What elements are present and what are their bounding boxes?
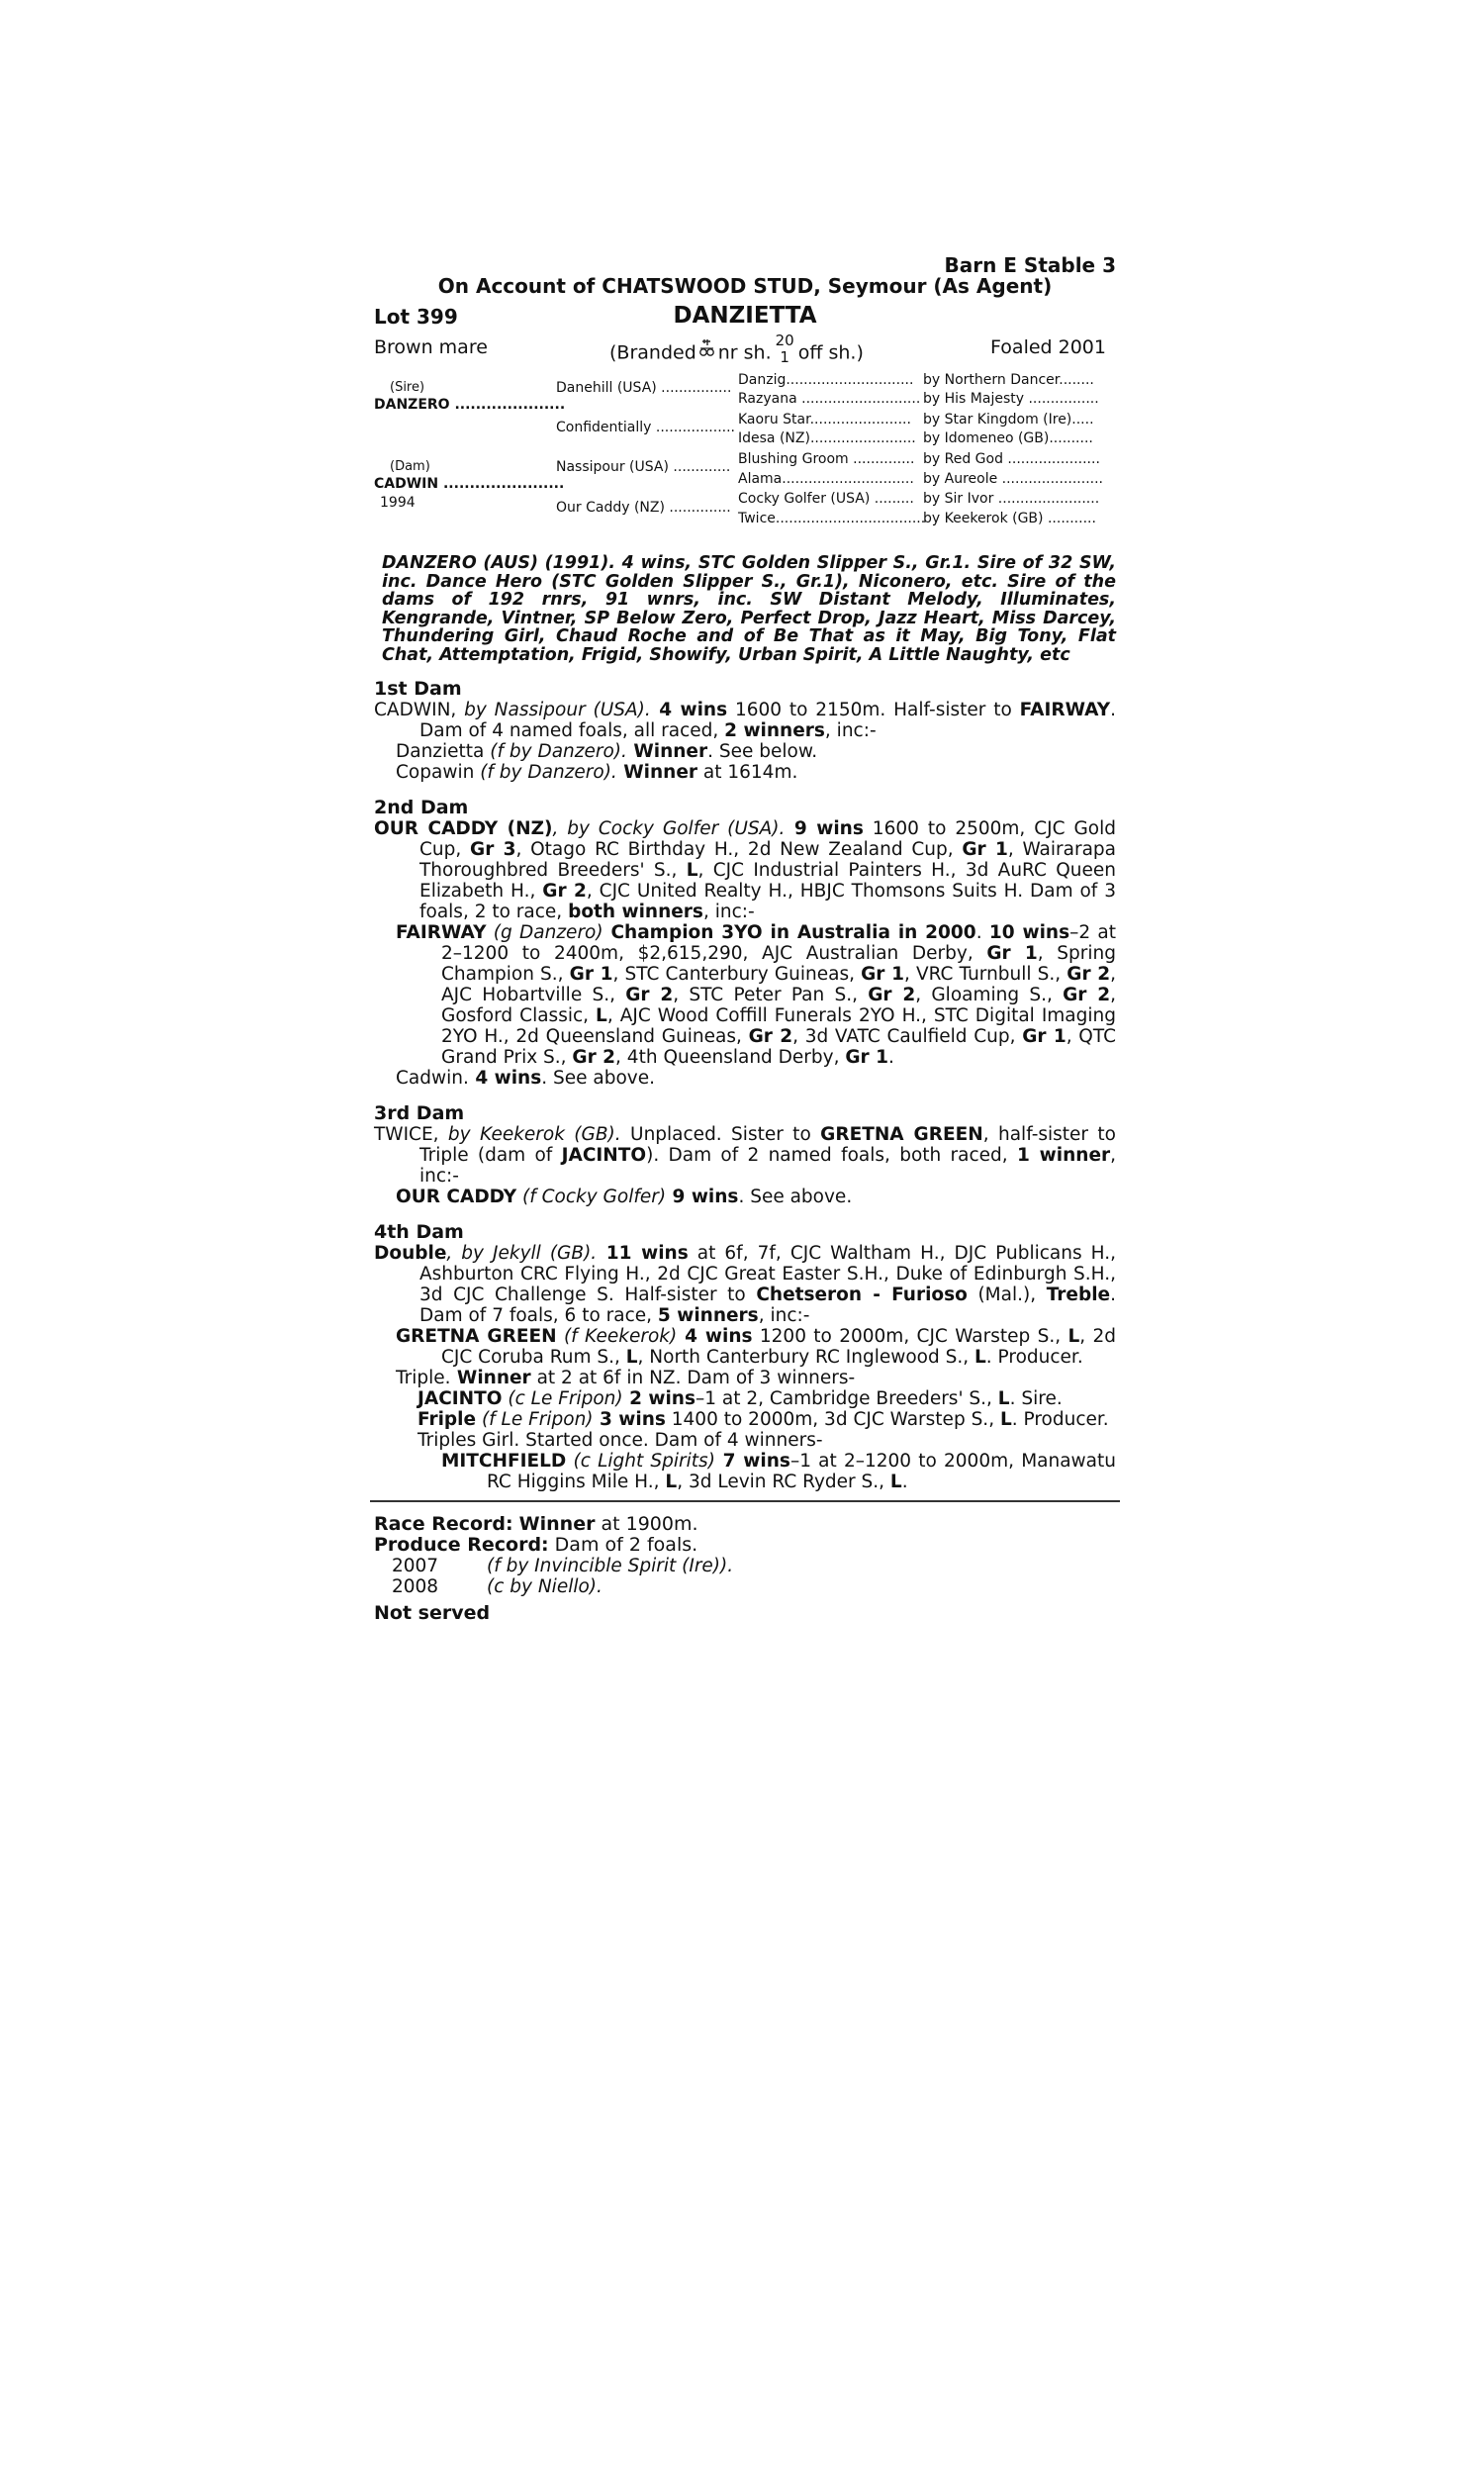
sire-label: (Sire) [390, 380, 425, 395]
colour-sex: Brown mare [374, 336, 488, 358]
produce-copawin: Copawin (f by Danzero). Winner at 1614m. [396, 762, 798, 783]
pedigree-dd: Our Caddy (NZ) .............. [556, 500, 731, 516]
brand-info: (Branded nr sh. 20 1 off sh.) [609, 332, 864, 366]
not-served: Not served [374, 1602, 491, 1624]
dam-name: CADWIN ....................... [374, 476, 565, 492]
dam-label: (Dam) [390, 459, 430, 474]
dam-foaled-year: 1994 [380, 495, 416, 511]
pedigree-sss: Danzig............................. [738, 372, 914, 388]
produce-danzietta: Danzietta (f by Danzero). Winner. See below. [396, 741, 818, 762]
pedigree-table [374, 370, 1116, 548]
catalogue-page [374, 253, 1116, 1624]
dam4-double: Double, by Jekyll (GB). 11 wins at 6f, 7f, CJC Waltham H., DJC Publicans H., Ashburton CRC Flying H., 2d CJC Great Easter S.H., Duke of Edinburgh S.H., 3d CJC Challenge S. Half-sister to Chetseron - Furioso (Mal.), Treble. Dam of 7 foals, 6 to race, 5 winners, inc:- [374, 1243, 1116, 1326]
produce-jacinto: JACINTO (c Le Fripon) 2 wins–1 at 2, Cambridge Breeders' S., L. Sire. [417, 1388, 1063, 1409]
foaled-year: Foaled 2001 [990, 336, 1106, 358]
pedigree-ssd-by: by His Majesty ................ [923, 391, 1099, 407]
produce-triple: Triple. Winner at 2 at 6f in NZ. Dam of 3 winners- [396, 1368, 856, 1388]
produce-triples-girl: Triples Girl. Started once. Dam of 4 winners- [417, 1430, 823, 1451]
divider [370, 1500, 1120, 1502]
produce-cadwin: Cadwin. 4 wins. See above. [396, 1068, 656, 1089]
dam3-twice: TWICE, by Keekerok (GB). Unplaced. Sister to GRETNA GREEN, half-sister to Triple (dam of JACINTO). Dam of 2 named foals, both raced, 1 winner, inc:- [374, 1124, 1117, 1187]
pedigree-sds: Kaoru Star....................... [738, 412, 911, 428]
pedigree-ds: Nassipour (USA) ............. [556, 459, 731, 475]
dam2-our-caddy: OUR CADDY (NZ), by Cocky Golfer (USA). 9 wins 1600 to 2500m, CJC Gold Cup, Gr 3, Otago RC Birthday H., 2d New Zealand Cup, Gr 1, Wairarapa Thoroughbred Breeders' S., L, CJC Industrial Painters H., 3d AuRC Queen Elizabeth H., Gr 2, CJC United Realty H., HBJC Thomsons Suits H. Dam of 3 foals, 2 to race, both winners, inc:- [374, 818, 1117, 922]
produce-friple: Friple (f Le Fripon) 3 wins 1400 to 2000m, 3d CJC Warstep S., L. Producer. [417, 1409, 1109, 1430]
sire-name: DANZERO ..................... [374, 397, 566, 413]
pedigree-sd: Confidentially .................. [556, 420, 735, 435]
sire-comment: DANZERO (AUS) (1991). 4 wins, STC Golden Slipper S., Gr.1. Sire of 32 SW, inc. Dance Hero (STC Golden Slipper S., Gr.1), Niconero, etc. Sire of the dams of 192 rnrs, 91 wnrs, inc. SW Distant Melody, Illuminates, Kengrande, Vintner, SP Below Zero, Perfect Drop, Jazz Heart, Miss Darcey, Thundering Girl, Chaud Roche and of Be That as it May, Big Tony, Flat Chat, Attemptation, Frigid, Showify, Urban Spirit, A Little Naughty, etc [382, 553, 1116, 665]
pedigree-dds: Cocky Golfer (USA) ......... [738, 491, 914, 507]
foal-row: 2007 (f by Invincible Spirit (Ire)). [392, 1556, 734, 1576]
pedigree-ssd: Razyana ........................... [738, 391, 921, 407]
lot-row [374, 303, 1116, 333]
horse-details-row [374, 333, 1116, 366]
produce-fairway: FAIRWAY (g Danzero) Champion 3YO in Australia in 2000. 10 wins–2 at 2–1200 to 2400m, $2,615,290, AJC Australian Derby, Gr 1, Spring Champion S., Gr 1, STC Canterbury Guineas, Gr 1, VRC Turnbull S., Gr 2, AJC Hobartville S., Gr 2, STC Peter Pan S., Gr 2, Gloaming S., Gr 2, Gosford Classic, L, AJC Wood Coffill Funerals 2YO H., STC Digital Imaging 2YO H., 2d Queensland Guineas, Gr 2, 3d VATC Caulfield Cup, Gr 1, QTC Grand Prix S., Gr 2, 4th Queensland Derby, Gr 1. [396, 922, 1117, 1068]
foal-row: 2008 (c by Niello). [392, 1576, 603, 1597]
section-1st-dam: 1st Dam [374, 678, 462, 700]
brand-fraction: 20 1 [775, 332, 794, 366]
produce-record: Produce Record: Dam of 2 foals. [374, 1534, 698, 1556]
section-4th-dam: 4th Dam [374, 1221, 464, 1243]
pedigree-sdd: Idesa (NZ)........................ [738, 430, 916, 446]
pedigree-dds-by: by Sir Ivor ....................... [923, 491, 1100, 507]
dam1-cadwin: CADWIN, by Nassipour (USA). 4 wins 1600 to 2150m. Half-sister to FAIRWAY. Dam of 4 named foals, all raced, 2 winners, inc:- [374, 700, 1116, 741]
pedigree-ss: Danehill (USA) ................ [556, 380, 732, 396]
race-record: Race Record: Winner at 1900m. [374, 1513, 698, 1535]
pedigree-dsd-by: by Aureole ....................... [923, 471, 1104, 487]
pedigree-dss-by: by Red God ..................... [923, 451, 1100, 467]
section-3rd-dam: 3rd Dam [374, 1102, 465, 1124]
pedigree-dsd: Alama.............................. [738, 471, 914, 487]
brand-mark-icon [698, 337, 716, 364]
pedigree-ddd-by: by Keekerok (GB) ........... [923, 511, 1096, 526]
produce-mitchfield: MITCHFIELD (c Light Spirits) 7 wins–1 at 2–1200 to 2000m, Manawatu RC Higgins Mile H., L, 3d Levin RC Ryder S., L. [441, 1451, 1116, 1492]
pedigree-ddd: Twice.................................. [738, 511, 926, 526]
pedigree-dss: Blushing Groom .............. [738, 451, 915, 467]
barn-stable: Barn E Stable 3 [944, 253, 1116, 277]
pedigree-sss-by: by Northern Dancer........ [923, 372, 1094, 388]
pedigree-sdd-by: by Idomeneo (GB).......... [923, 430, 1093, 446]
produce-our-caddy: OUR CADDY (f Cocky Golfer) 9 wins. See above. [396, 1187, 853, 1207]
section-2nd-dam: 2nd Dam [374, 797, 469, 818]
horse-name: DANZIETTA [673, 303, 817, 329]
vendor-account: On Account of CHATSWOOD STUD, Seymour (As Agent) [437, 274, 1053, 298]
lot-number: Lot 399 [374, 305, 458, 329]
produce-gretna-green: GRETNA GREEN (f Keekerok) 4 wins 1200 to 2000m, CJC Warstep S., L, 2d CJC Coruba Rum S., L, North Canterbury RC Inglewood S., L. Producer. [396, 1326, 1117, 1368]
pedigree-sds-by: by Star Kingdom (Ire)..... [923, 412, 1094, 428]
